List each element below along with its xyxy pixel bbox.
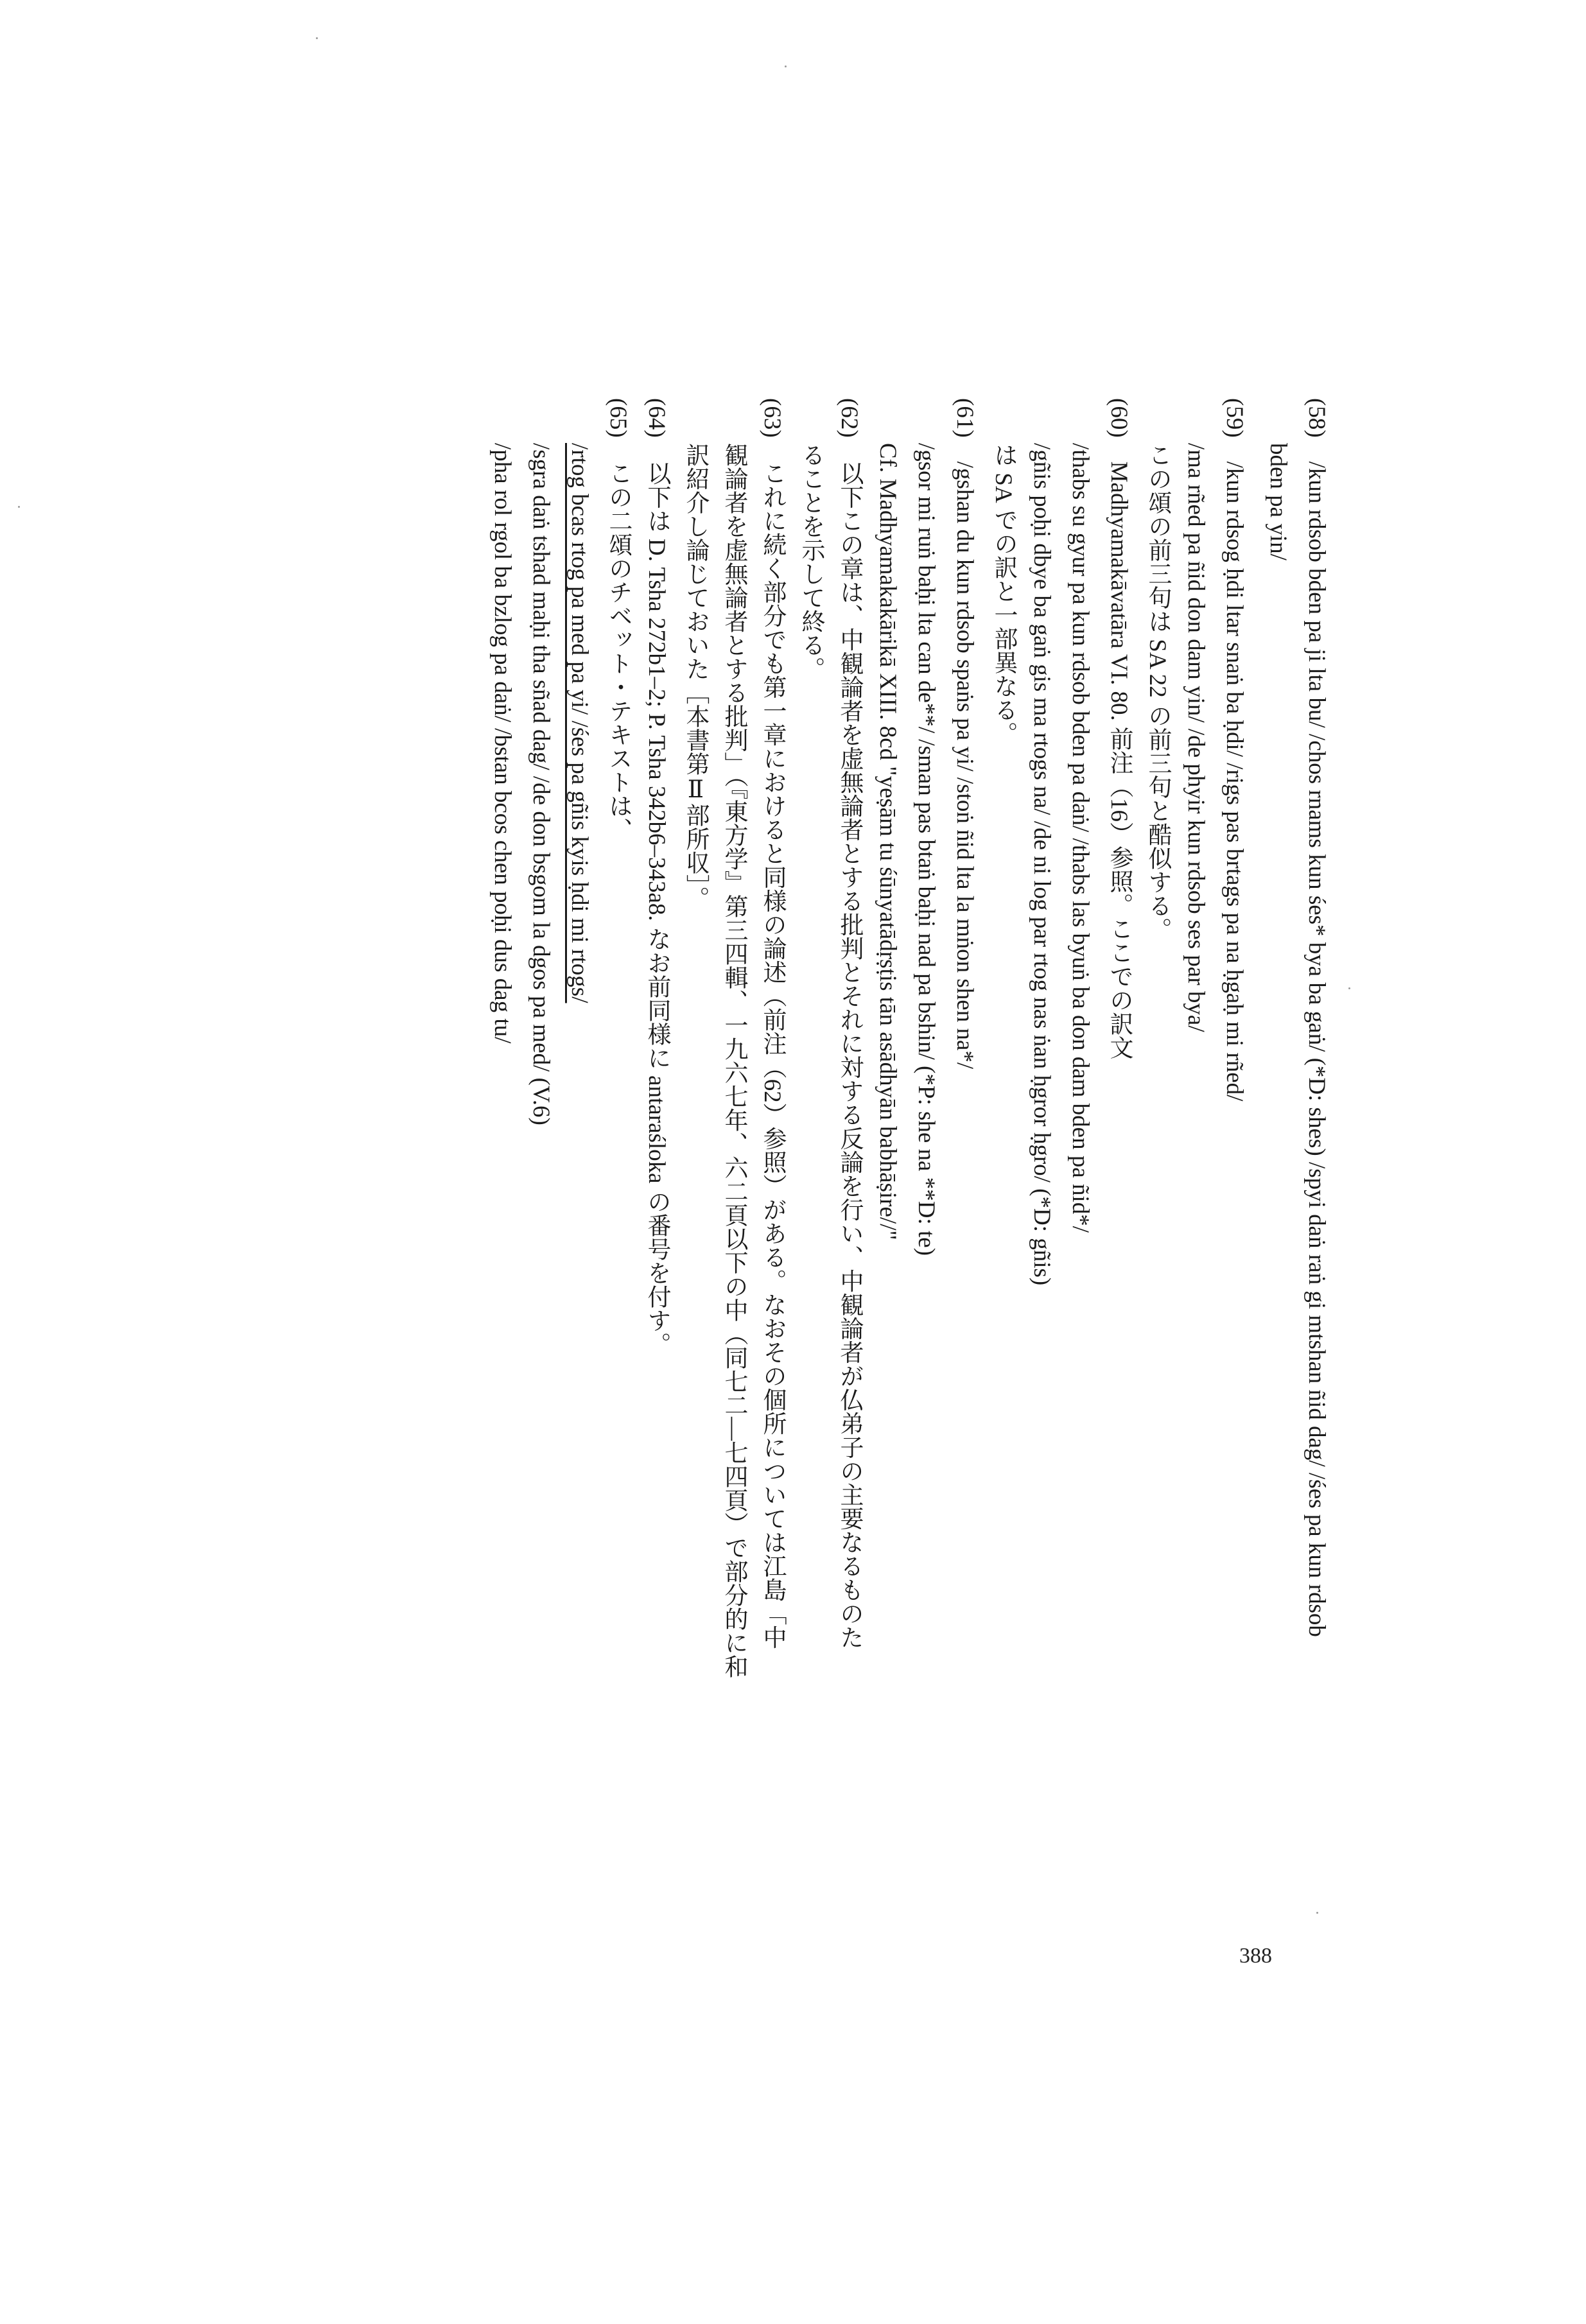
- footnote-line: ることを示して終る。: [797, 443, 824, 681]
- footnote-line: /rtog bcas rtog pa med pa yi/ /śes pa gñis kyis ḥdi mi rtogs/: [566, 443, 593, 1003]
- footnote-line: (61) /gshan du kun rdsob spaṅs pa yi/ /stoṅ ñid lta la mṅon shen na*/: [952, 398, 978, 1070]
- footnote-line: (63) これに続く部分でも第一章におけると同様の論述（前注（62）参照）がある。なおその個所については江島「中: [759, 398, 785, 1649]
- footnote-line: /gsor mi ruṅ baḥi lta can de**/ /sman pas btaṅ baḥi nad pa bshin/ (*P: she na **D: te): [913, 443, 939, 1256]
- footnote-line: /ma rñed pa ñid don dam yin/ /de phyir kun rdsob ses par bya/: [1183, 443, 1209, 1032]
- footnote-64: [637, 398, 675, 1964]
- footnote-line: (64) 以下は D. Tsha 272b1–2; P. Tsha 342b6–343a8. なお前同様に antaraśloka の番号を付す。: [643, 398, 670, 1356]
- page-number: 388: [1239, 1944, 1272, 1968]
- footnote-63: [675, 398, 791, 1964]
- footnotes-text-block: [347, 398, 1336, 1964]
- footnote-line: bden pa yin/: [1265, 443, 1291, 560]
- footnote-line: (65) この二頌のチベット・テキストは、: [605, 398, 631, 842]
- footnote-line: 観論者を虚無論者とする批判」（『東方学』第三四輯、一九六七年、六二頁以下の中（同七二—七四頁）で部分的に和: [720, 443, 747, 1678]
- footnote-line: (58) /kun rdsob bden pa ji lta bu/ /chos rnams kun śes* bya ba gaṅ/ (*D: shes) /spyi daṅ raṅ gi mtshan ñid dag/ /śes pa kun rdsob: [1303, 398, 1330, 1637]
- footnote-line: (62) 以下この章は、中観論者を虚無論者とする批判とそれに対する反論を行い、中観論者が仏弟子の主要なるものた: [836, 398, 862, 1649]
- footnote-62: [791, 398, 868, 1964]
- scan-speck: [1348, 987, 1350, 989]
- scan-speck: [316, 37, 318, 39]
- footnote-59: [1138, 398, 1253, 1964]
- footnote-line: 訳紹介し論じておいた［本書第Ⅱ部所収］。: [682, 443, 708, 910]
- footnote-line: /pha rol rgol ba bzlog pa daṅ/ /bstan bcos chen poḥi dus dag tu/: [489, 443, 516, 1044]
- footnote-line: は SA での訳と一部異なる。: [990, 443, 1016, 745]
- footnote-line: /gñis poḥi dbye ba gaṅ gis ma rtogs na/ /de ni log par rtog nas ṅan ḥgror ḥgro/ (*D: gñis): [1029, 443, 1055, 1286]
- footnote-line: /thabs su gyur pa kun rdsob bden pa daṅ/ /thabs las byuṅ ba don dam bden pa ñid*/: [1067, 443, 1094, 1233]
- scan-speck: [1316, 1912, 1318, 1914]
- footnote-line: (59) /kun rdsog ḥdi ltar snaṅ ba ḥdi/ /rigs pas brtags pa na ḥgaḥ mi rñed/: [1221, 398, 1248, 1102]
- scan-speck: [785, 65, 787, 67]
- footnote-65: [483, 398, 637, 1964]
- footnote-line: Cf. Madhyamakakārikā XIII. 8cd "yeṣām tu śūnyatādṛṣṭis tān asādhyān babhāṣire//": [875, 443, 901, 1240]
- footnote-61: [868, 398, 984, 1964]
- footnote-line: /sgra daṅ tshad maḥi tha sñad dag/ /de don bsgom la dgos pa med/ (V.6): [528, 443, 554, 1125]
- footnote-line: (60) Madhyamakāvatāra VI. 80. 前注（16）参照。ここでの訳文: [1106, 398, 1132, 1060]
- footnote-58: [1259, 398, 1336, 1964]
- footnote-60: [984, 398, 1138, 1964]
- scan-speck: [18, 506, 20, 508]
- footnote-line: この頌の前三句は SA 22 の前三句と酷似する。: [1144, 443, 1171, 942]
